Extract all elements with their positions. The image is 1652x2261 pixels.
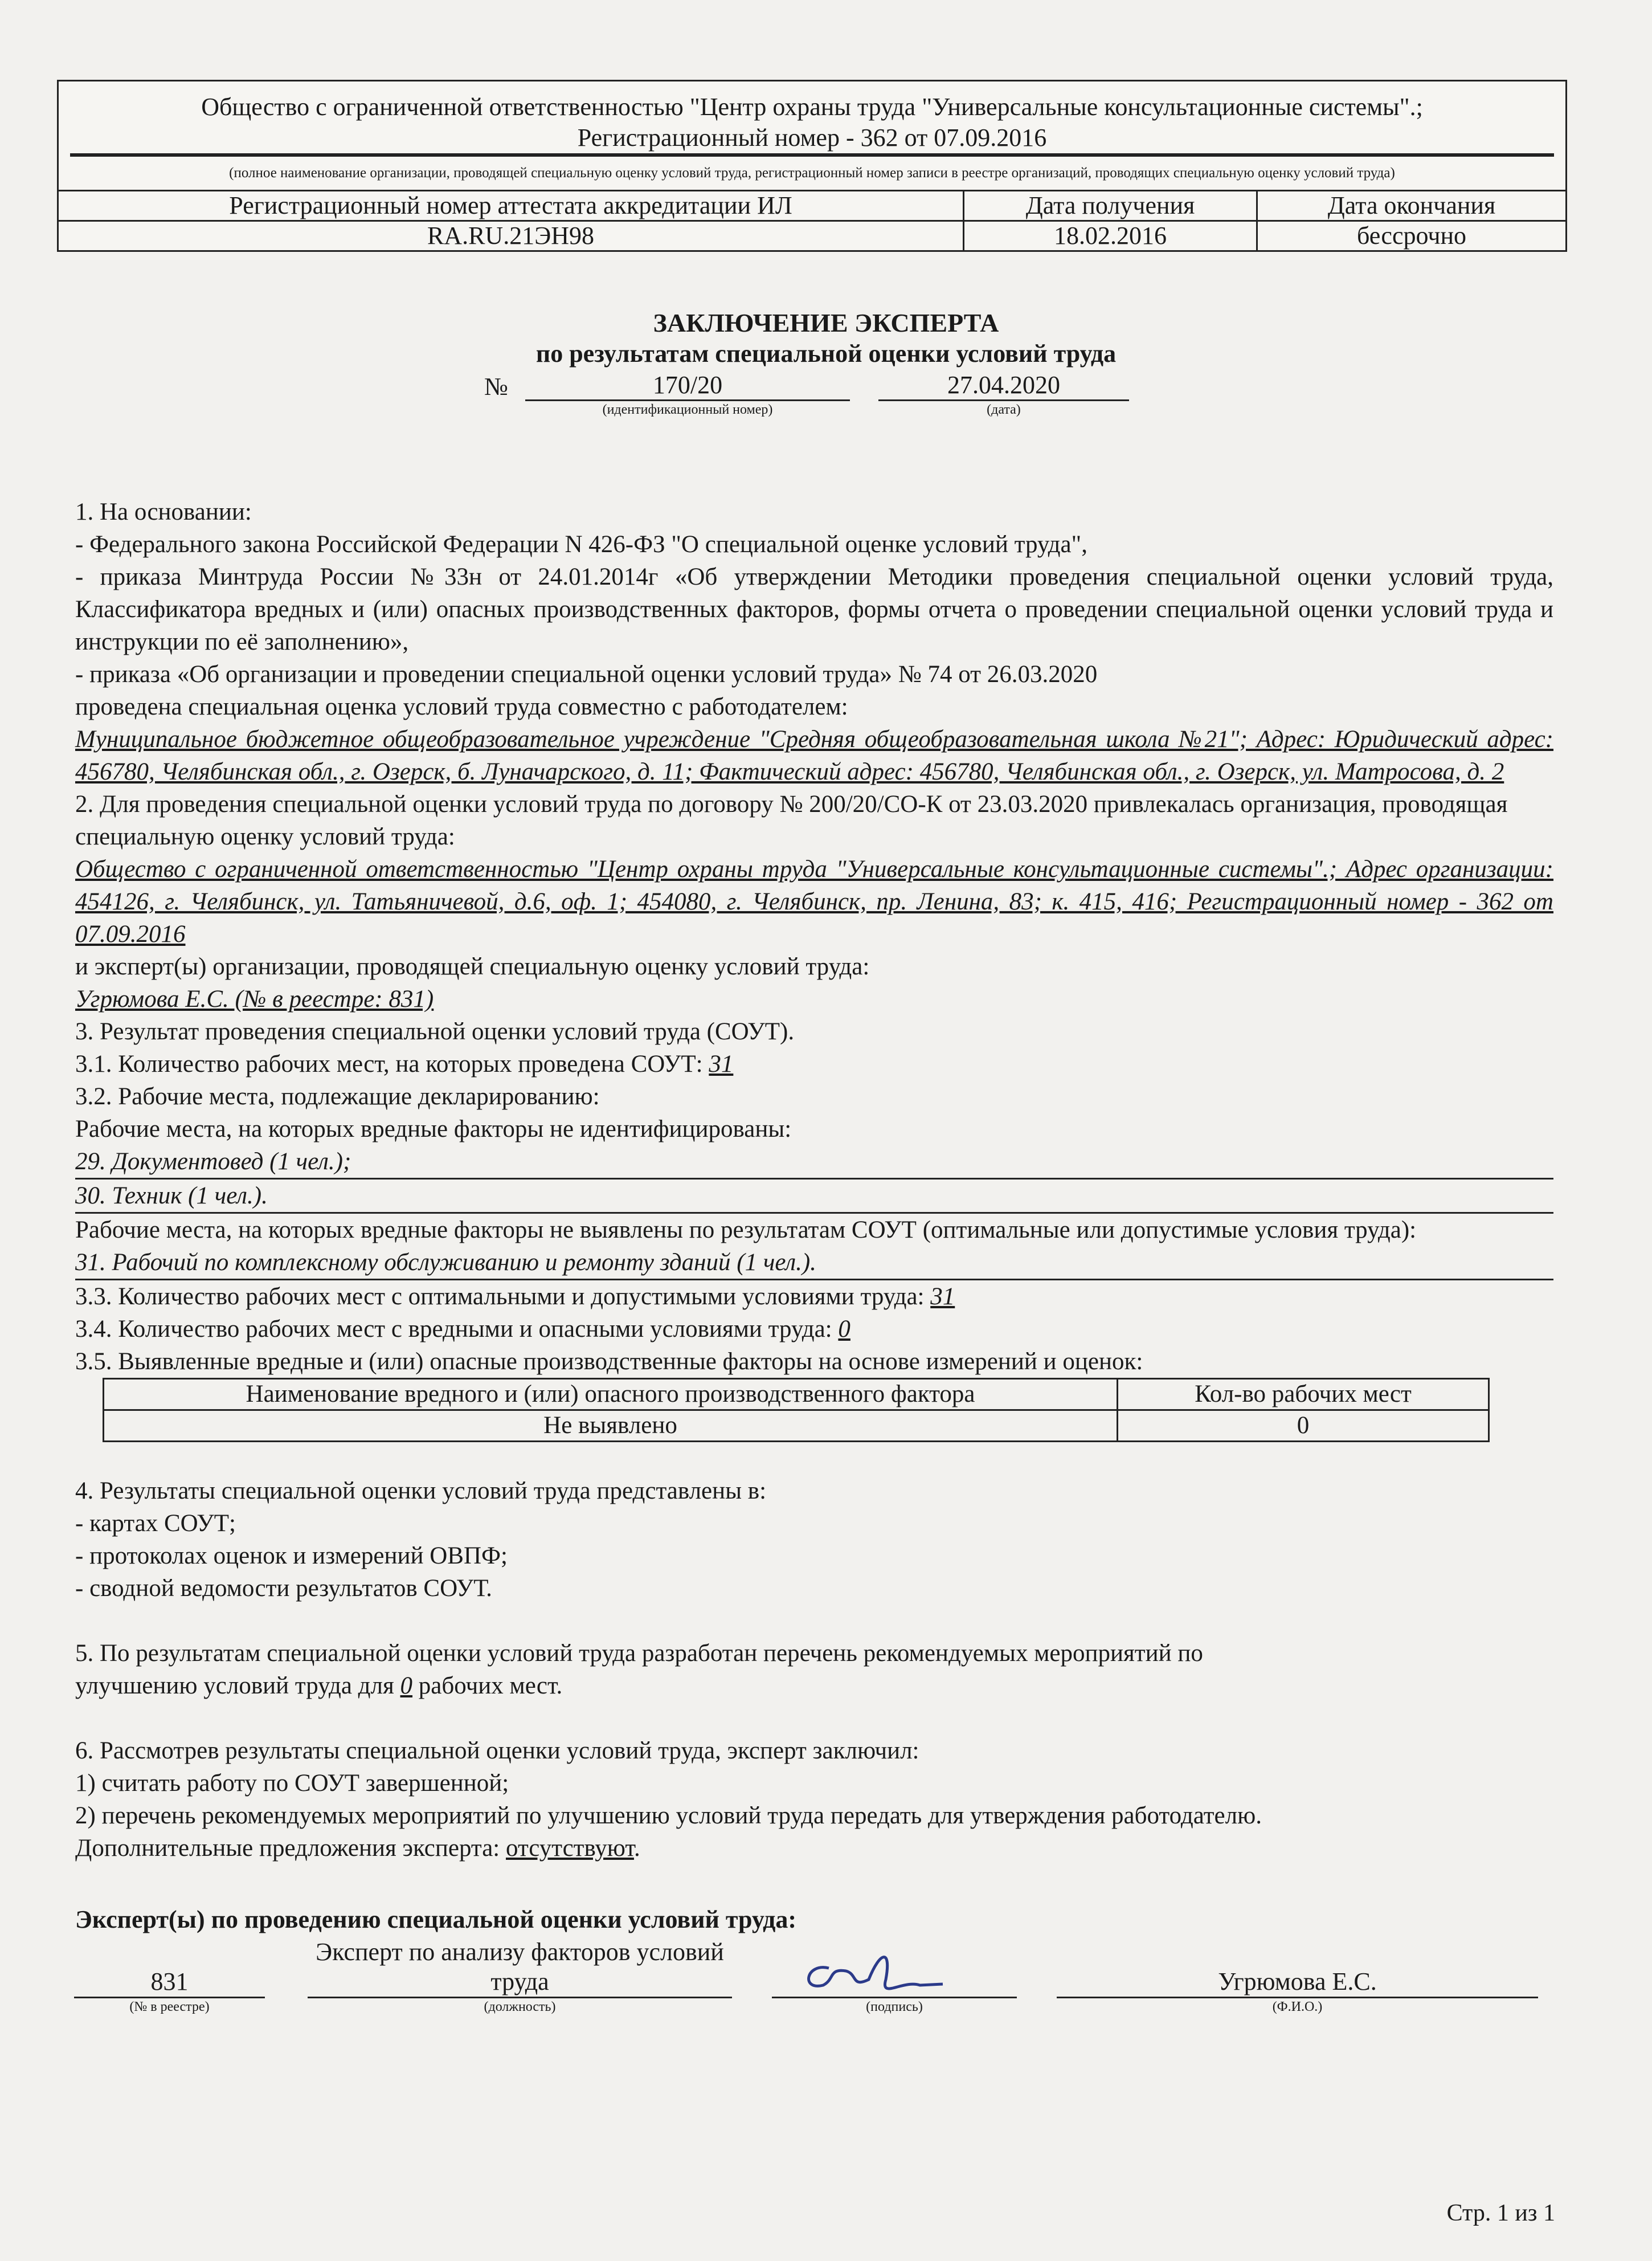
s4b: - протоколах оценок и измерений ОВПФ; — [75, 1542, 508, 1569]
acc-label: Регистрационный номер аттестата аккредитации ИЛ — [59, 191, 964, 220]
position-caption: (должность) — [484, 1999, 556, 2014]
s6: 6. Рассмотрев результаты специальной оценки условий труда, эксперт заключил: — [75, 1737, 919, 1764]
doc-number-value: 170/20 — [652, 371, 723, 399]
document-body — [75, 496, 1553, 2027]
s31-label: 3.1. Количество рабочих мест, на которых проведена СОУТ: — [75, 1051, 703, 1078]
s31-value: 31 — [709, 1051, 734, 1078]
factors-header-count: Кол-во рабочих мест — [1118, 1379, 1489, 1410]
reg-no-value: 831 — [150, 1968, 189, 1995]
s1: 1. На основании: — [75, 499, 252, 525]
s5c-label: рабочих мест. — [418, 1672, 563, 1699]
s35: 3.5. Выявленные вредные и (или) опасные производственные факторы на основе измерений и оценок: — [75, 1348, 1143, 1375]
position-value: Эксперт по анализу факторов условий труда — [316, 1938, 724, 1995]
s33-value: 31 — [930, 1283, 955, 1310]
s6-value: отсутствуют — [506, 1835, 634, 1862]
employer: Муниципальное бюджетное общеобразовательное учреждение "Средняя общеобразовательная школа №21"; Адрес: Юридический адрес: 456780, Челябинская обл., г. Озерск, б. Луначарского, д. 11; Фактический адрес: 456780, Челябинская обл., г. Озерск, ул. Матросова, д. 2 — [75, 726, 1553, 785]
doc-date-value: 27.04.2020 — [947, 371, 1060, 399]
s32: 3.2. Рабочие места, подлежащие декларированию: — [75, 1083, 600, 1110]
doc-number-caption: (идентификационный номер) — [602, 402, 773, 417]
num-sign: № — [484, 373, 508, 401]
s5-value: 0 — [400, 1672, 413, 1699]
signature-icon — [795, 1945, 983, 1997]
doc-date-caption: (дата) — [987, 402, 1021, 417]
doc-title: ЗАКЛЮЧЕНИЕ ЭКСПЕРТА — [653, 308, 999, 337]
s3: 3. Результат проведения специальной оценки условий труда (СОУТ). — [75, 1018, 795, 1045]
reg-no-caption: (№ в реестре) — [129, 1999, 210, 2014]
s31 — [75, 1048, 1553, 1080]
s2b: и эксперт(ы) организации, проводящей специальную оценку условий труда: — [75, 953, 870, 980]
s32b: Рабочие места, на которых вредные факторы не выявлены по результатам СОУТ (оптимальные или допустимые условия труда): — [75, 1217, 1417, 1243]
signature-heading: Эксперт(ы) по проведению специальной оценки условий труда: — [75, 1905, 797, 1933]
s34 — [75, 1313, 1553, 1345]
name-caption: (Ф.И.О.) — [1272, 1999, 1323, 2014]
s1a: - Федерального закона Российской Федерации N 426-ФЗ "О специальной оценке условий труда", — [75, 531, 1087, 558]
s2: 2. Для проведения специальной оценки условий труда по договору № 200/20/СО-К от 23.03.2020 привлекалась организация, проводящая специальную оценку условий труда: — [75, 791, 1508, 850]
s6b: 2) перечень рекомендуемых мероприятий по улучшению условий труда передать для утверждения работодателю. — [75, 1802, 1262, 1829]
assessing-org: Общество с ограниченной ответственностью "Центр охраны труда "Универсальные консультационные системы".; Адрес организации: 454126, г. Челябинск, ул. Татьяничевой, д.6, оф. 1; 454080, г. Челябинск, пр. Ленина, 83; к. 415, 416; Регистрационный номер - 362 от 07.09.2016 — [75, 856, 1553, 948]
s34-value: 0 — [838, 1316, 850, 1342]
s33 — [75, 1280, 1553, 1313]
s6c-label: Дополнительные предложения эксперта: — [75, 1835, 500, 1862]
org-name: Общество с ограниченной ответственностью "Центр охраны труда "Универсальные консультационные системы".; — [201, 93, 1423, 121]
name-value: Угрюмова Е.С. — [1218, 1968, 1377, 1995]
factors-cell-name: Не выявлено — [104, 1410, 1118, 1442]
date-recv-label: Дата получения — [964, 191, 1258, 220]
s5b — [75, 1670, 1553, 1702]
org-caption: (полное наименование организации, проводящей специальную оценку условий труда, регистрационный номер записи в реестре организаций, проводящих специальную оценку условий труда) — [229, 165, 1395, 181]
acc-value: RA.RU.21ЭН98 — [59, 220, 964, 250]
doc-date — [878, 370, 1129, 417]
header-box — [57, 80, 1567, 252]
s4: 4. Результаты специальной оценки условий труда представлены в: — [75, 1478, 767, 1504]
workplace-30: 30. Техник (1 чел.). — [75, 1180, 1553, 1214]
date-end-label: Дата окончания — [1327, 191, 1496, 219]
name — [1057, 1967, 1538, 2014]
s6a: 1) считать работу по СОУТ завершенной; — [75, 1770, 509, 1797]
position — [308, 1937, 732, 2014]
org-reg: Регистрационный номер - 362 от 07.09.2016 — [70, 123, 1554, 157]
accreditation-table — [59, 190, 1565, 250]
reg-no — [74, 1967, 265, 2014]
workplace-29: 29. Документовед (1 чел.); — [75, 1145, 1553, 1180]
page-number: Стр. 1 из 1 — [1446, 2200, 1555, 2226]
s1c: - приказа «Об организации и проведении специальной оценки условий труда» № 74 от 26.03.2020 — [75, 661, 1098, 688]
doc-number — [525, 370, 850, 417]
factors-table — [103, 1378, 1490, 1442]
s34-label: 3.4. Количество рабочих мест с вредными и опасными условиями труда: — [75, 1316, 832, 1342]
s1d: проведена специальная оценка условий труда совместно с работодателем: — [75, 693, 848, 720]
s33-label: 3.3. Количество рабочих мест с оптимальными и допустимыми условиями труда: — [75, 1283, 925, 1310]
signature-row — [74, 1937, 1544, 2027]
s4c: - сводной ведомости результатов СОУТ. — [75, 1575, 492, 1602]
signature — [772, 1945, 1017, 2014]
date-end: бессрочно — [1258, 220, 1565, 250]
s1b: - приказа Минтруда России №33н от 24.01.2014г «Об утверждении Методики проведения специальной оценки условий труда, Классификатора вредных и (или) опасных производственных факторов, формы отчета о проведении специальной оценки условий труда и инструкции по её заполнению», — [75, 564, 1553, 655]
factors-header-name: Наименование вредного и (или) опасного производственного фактора — [104, 1379, 1118, 1410]
s5b-label: улучшению условий труда для — [75, 1672, 394, 1699]
s4a: - картах СОУТ; — [75, 1510, 236, 1537]
date-recv: 18.02.2016 — [964, 220, 1258, 250]
doc-subtitle: по результатам специальной оценки условий труда — [535, 340, 1117, 368]
doc-number-row — [484, 370, 1129, 417]
s32a: Рабочие места, на которых вредные факторы не идентифицированы: — [75, 1116, 792, 1142]
expert: Угрюмова Е.С. (№ в реестре: 831) — [75, 986, 434, 1013]
s6c: Дополнительные предложения эксперта: отсутствуют. — [75, 1835, 640, 1862]
workplace-31: 31. Рабочий по комплексному обслуживанию и ремонту зданий (1 чел.). — [75, 1246, 1553, 1280]
s5a: 5. По результатам специальной оценки условий труда разработан перечень рекомендуемых мероприятий по — [75, 1640, 1203, 1667]
factors-cell-count: 0 — [1118, 1410, 1489, 1442]
signature-caption: (подпись) — [866, 1999, 923, 2014]
